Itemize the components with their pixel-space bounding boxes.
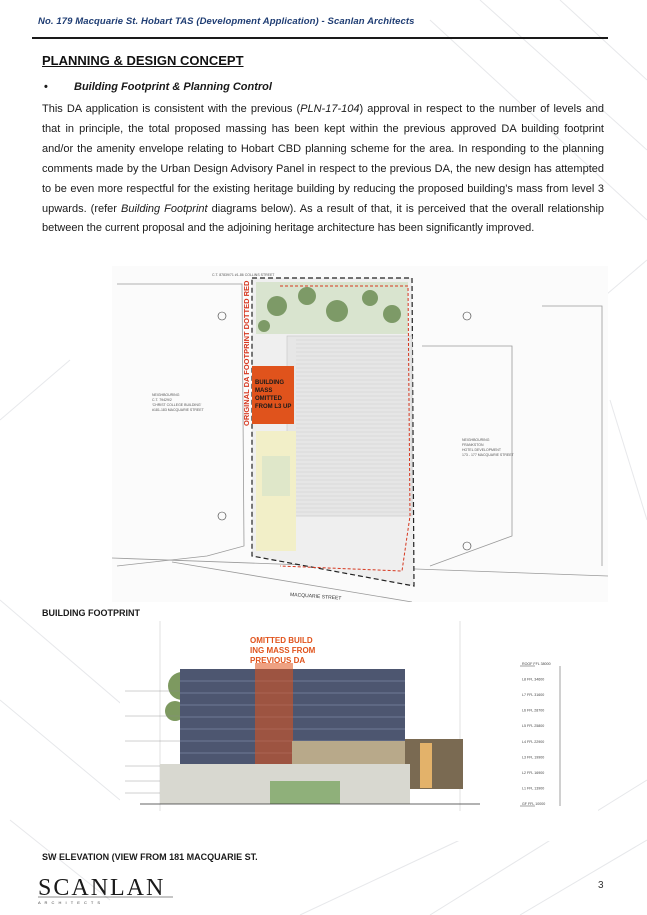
paragraph-reference-2: Building Footprint: [120, 202, 208, 215]
paragraph-part-2: ) approval in respect to the number of levels and that in principle, the total proposed massing has been kept within the previous approved DA building footprint and/or the amenity envelope relating to Hobart CBD planning scheme for the area. In responding to the planning comments made by the Urban Design Advisory Panel in respect to the previous DA, the new design has attempted to be even more respectful for the existing heritage building by reducing the proposed building’s mass from level 3 upwards. (refer: [42, 103, 604, 215]
subsection-title: Building Footprint & Planning Control: [74, 81, 272, 93]
caption-elevation: SW ELEVATION (VIEW FROM 181 MACQUARIE ST.: [42, 852, 258, 862]
body-paragraph: [42, 100, 604, 239]
elevation-level-label: L5 FFL 25800: [522, 724, 545, 729]
paragraph-reference: PLN-17-104: [300, 103, 360, 115]
plan-street-label: MACQUARIE STREET: [289, 592, 342, 602]
elevation-level-label: L4 FFL 22900: [522, 739, 545, 744]
svg-text:OMITTED: OMITTED: [255, 396, 282, 402]
paragraph-part-1: This DA application is consistent with the previous (: [42, 103, 301, 115]
page-number: 3: [598, 880, 604, 891]
svg-text:FROM L3 UP: FROM L3 UP: [255, 404, 292, 410]
plan-vertical-label: ORIGINAL DA FOOTPRINT DOTTED RED: [242, 280, 251, 426]
elevation-level-label: ROOF FFL 38000: [522, 662, 551, 666]
plan-right-neighbour-3: HOTEL DEVELOPMENT: [462, 448, 501, 452]
bullet: •: [44, 81, 48, 93]
sw-elevation: [120, 621, 598, 841]
building-footprint-plan: [112, 266, 608, 602]
plan-left-neighbour-1: NEIGHBOURING: [152, 393, 180, 397]
elevation-level-label: L7 FFL 31600: [522, 693, 545, 698]
elevation-level-label: L2 FFL 16900: [522, 770, 545, 775]
svg-text:PREVIOUS DA: PREVIOUS DA: [250, 656, 306, 665]
svg-text:BUILDING: BUILDING: [255, 380, 284, 386]
plan-right-neighbour-2: FRANKSTON: [462, 443, 484, 447]
svg-text:ING MASS FROM: ING MASS FROM: [250, 646, 316, 655]
svg-text:MASS: MASS: [255, 388, 273, 394]
logo-subtitle: A R C H I T E C T S: [38, 900, 102, 905]
section-title: PLANNING & DESIGN CONCEPT: [42, 53, 244, 68]
svg-text:OMITTED BUILD: OMITTED BUILD: [250, 636, 313, 645]
document-header: No. 179 Macquarie St. Hobart TAS (Development Application) - Scanlan Architects: [38, 16, 415, 27]
paragraph-part-3: diagrams below). As a result of that, it is perceived that the overall relationship between the current proposal and the adjoining heritage architecture has been significantly improved.: [42, 202, 605, 235]
header-rule: [32, 37, 608, 39]
plan-right-neighbour-1: NEIGHBOURING: [462, 438, 490, 442]
plan-left-neighbour-4: #181-183 MACQUARIE STREET: [152, 408, 204, 412]
plan-top-street: C.T. 87839/71 #1-86 COLLINS STREET: [212, 273, 275, 277]
plan-right-neighbour-4: 173 - 177 MACQUARIE STREET: [462, 453, 514, 457]
elevation-level-label: L3 FFL 19900: [522, 755, 545, 760]
elevation-level-label: GF FFL 10000: [522, 802, 546, 806]
caption-footprint: BUILDING FOOTPRINT: [42, 608, 140, 618]
elevation-level-label: L8 FFL 34600: [522, 677, 545, 682]
logo-wordmark: SCANLAN: [38, 875, 166, 901]
elevation-level-label: L6 FFL 28700: [522, 708, 545, 713]
scanlan-logo: [38, 873, 178, 907]
plan-left-neighbour-2: C.T. 79429/2: [152, 398, 172, 402]
elevation-level-label: L1 FFL 13900: [522, 786, 545, 791]
plan-left-neighbour-3: 'CHRIST COLLEGE BUILDING': [152, 403, 202, 407]
